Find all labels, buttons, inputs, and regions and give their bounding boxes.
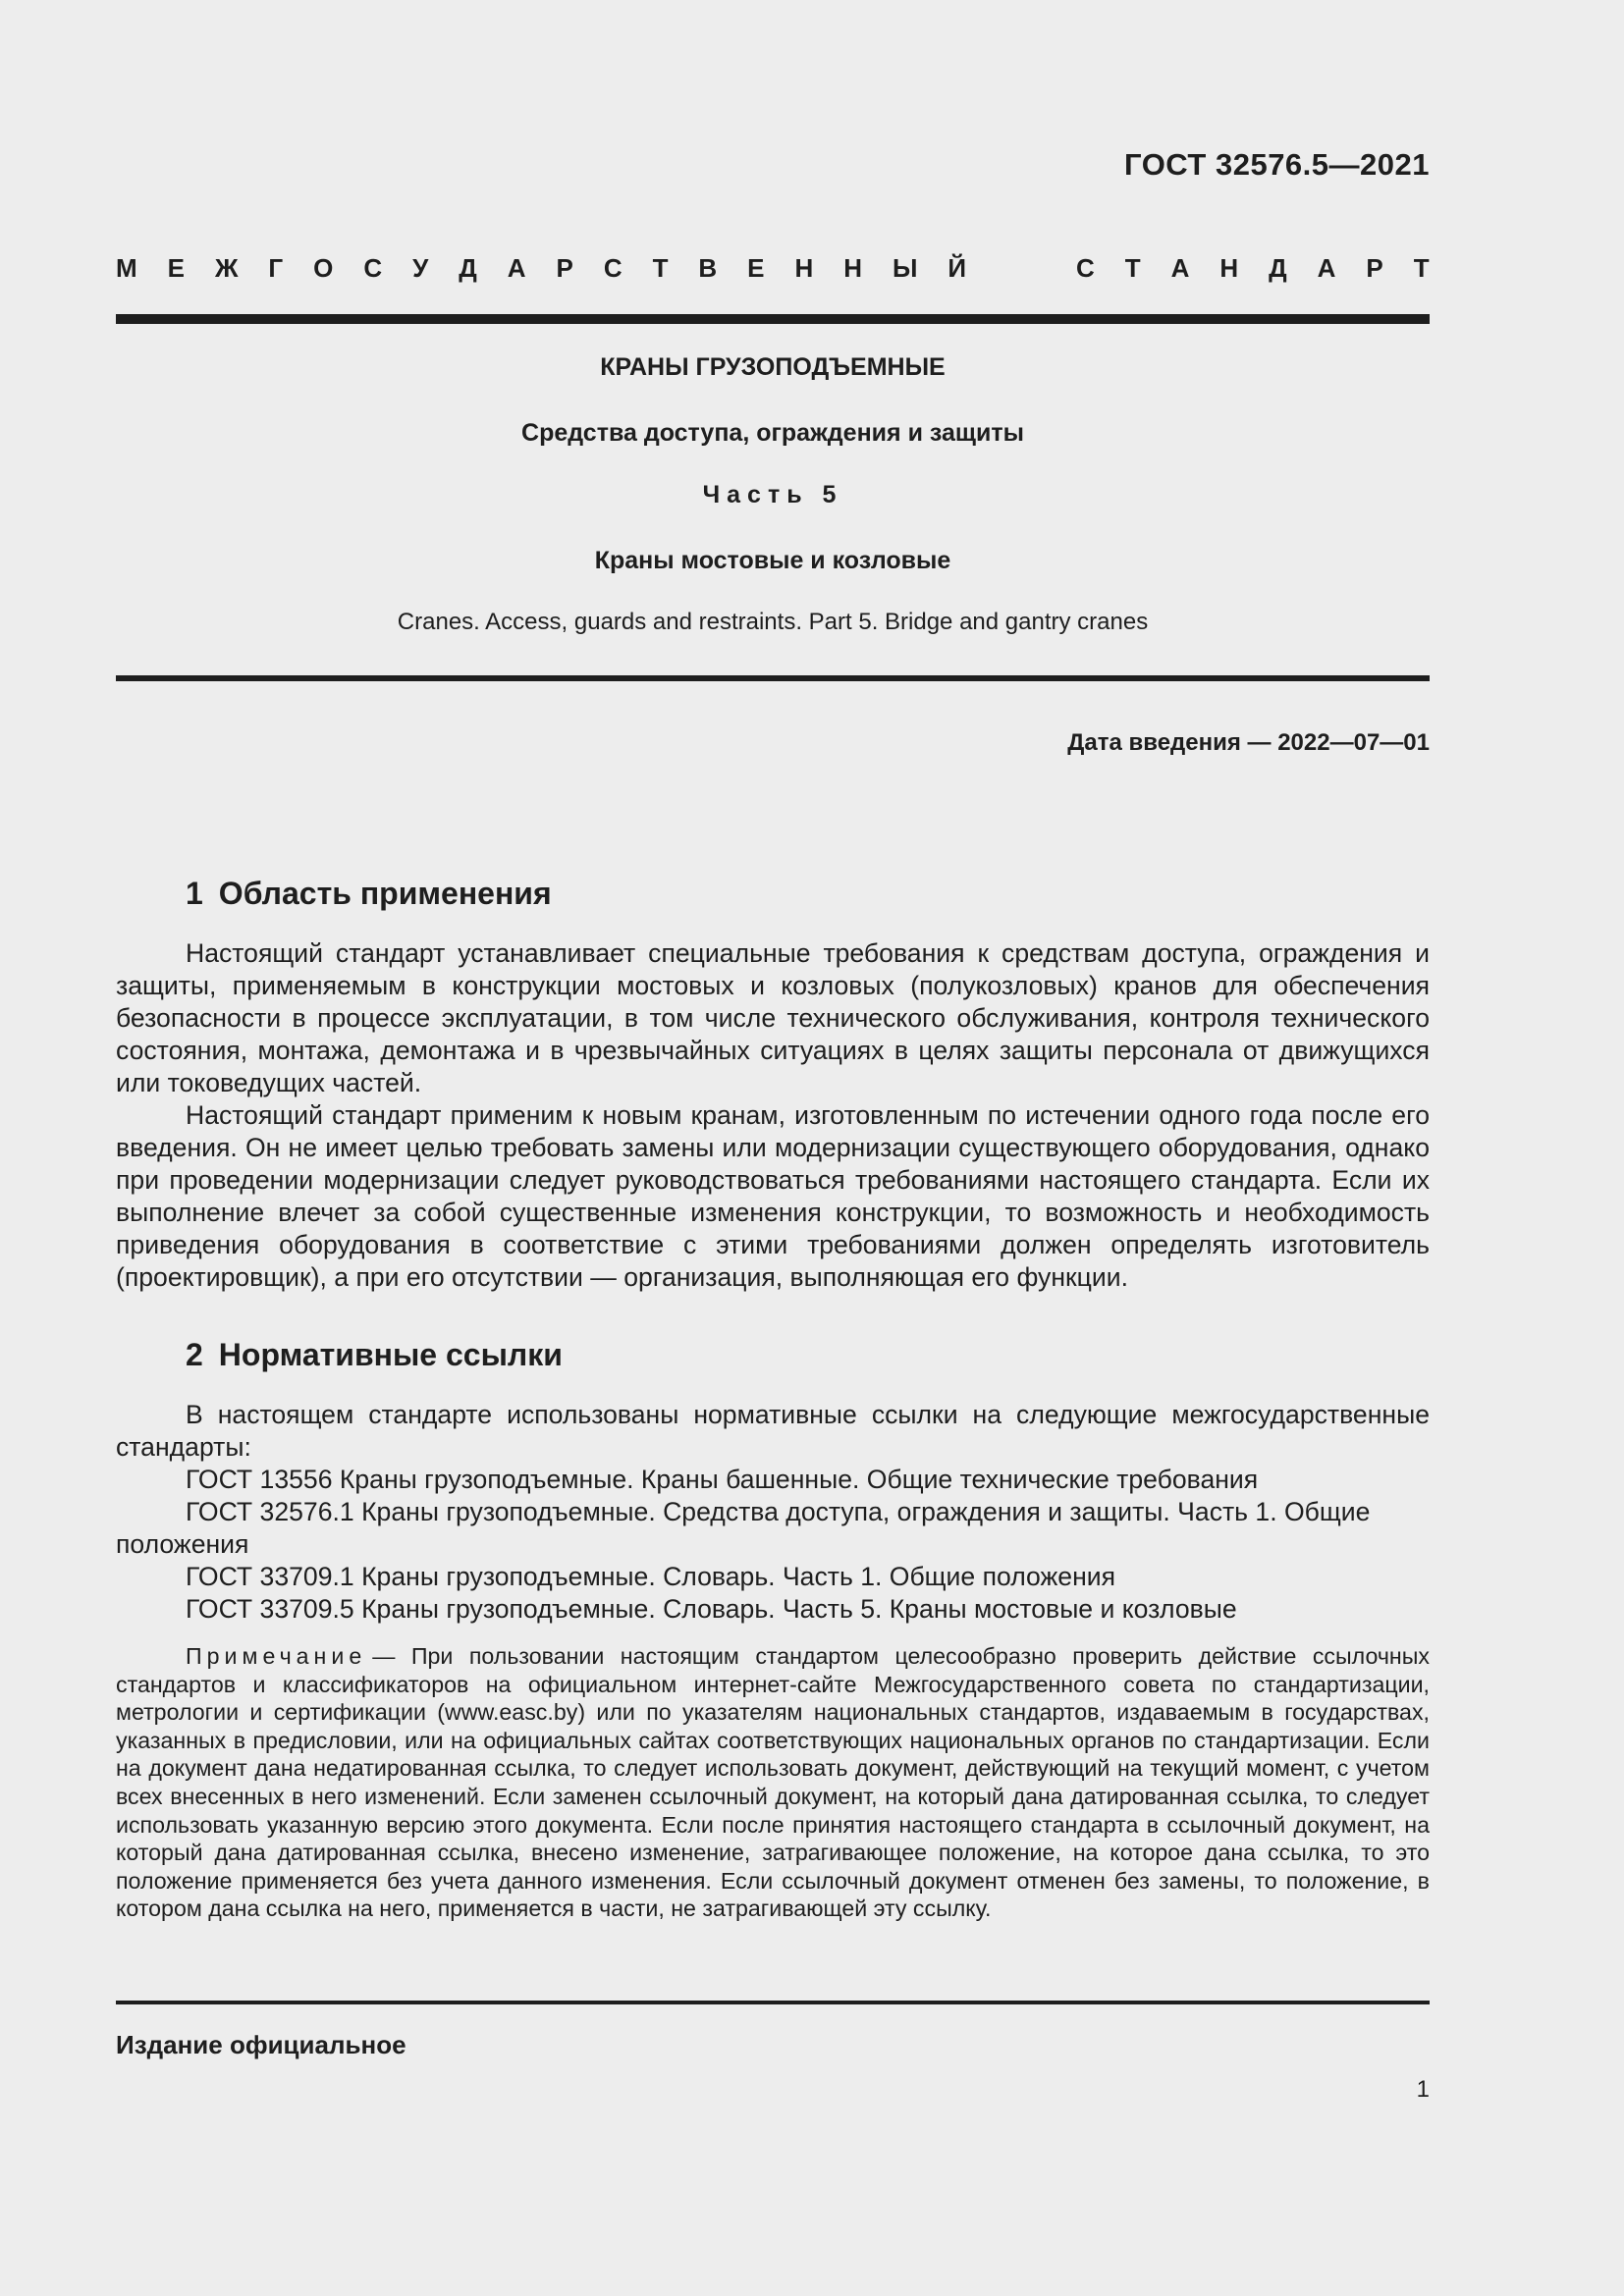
standard-type-letter: У: [412, 253, 429, 283]
standard-type-letter: Ы: [892, 253, 918, 283]
standard-word-letter: Т: [1413, 253, 1430, 283]
note: [116, 1642, 1430, 1923]
standard-word-letter: Н: [1219, 253, 1239, 283]
document-code: ГОСТ 32576.5—2021: [1124, 147, 1430, 182]
document-title: КРАНЫ ГРУЗОПОДЪЕМНЫЕ: [600, 353, 946, 381]
standard-type-letter: Ж: [214, 253, 239, 283]
part-title: Краны мостовые и козловые: [594, 547, 951, 574]
header-divider: [116, 314, 1430, 324]
document-page: [116, 0, 1430, 2296]
standard-type-letter: Е: [167, 253, 185, 283]
reference-item: ГОСТ 33709.5 Краны грузоподъемные. Словарь. Часть 5. Краны мостовые и козловые: [186, 1594, 1237, 1624]
introduction-date: Дата введения — 2022—07—01: [1067, 729, 1430, 756]
standard-type-letter: А: [507, 253, 526, 283]
standard-type-letter: В: [698, 253, 718, 283]
standard-word-letter: А: [1317, 253, 1336, 283]
standard-type-heading: [116, 253, 1430, 284]
standard-type-letter: Г: [268, 253, 284, 283]
footer-divider: [116, 2001, 1430, 2004]
standard-type-letter: Н: [794, 253, 814, 283]
section-1-heading: [186, 876, 552, 912]
standard-word-letter: С: [1076, 253, 1095, 283]
reference-item: ГОСТ 32576.1 Краны грузоподъемные. Средства доступа, ограждения и защиты. Часть 1. Общие положения: [116, 1497, 1371, 1559]
section-1-body: [116, 937, 1430, 1294]
section-title: Область применения: [218, 876, 552, 911]
section-title: Нормативные ссылки: [218, 1337, 563, 1372]
english-title: Cranes. Access, guards and restraints. Part 5. Bridge and gantry cranes: [397, 609, 1149, 635]
section-2-body: [116, 1399, 1430, 1626]
reference-item: ГОСТ 33709.1 Краны грузоподъемные. Словарь. Часть 1. Общие положения: [186, 1562, 1116, 1591]
part-label: Часть 5: [702, 481, 843, 508]
note-label: Примечание: [186, 1643, 367, 1669]
standard-type-letter: Д: [459, 253, 477, 283]
standard-word-letter: Т: [1124, 253, 1141, 283]
title-divider: [116, 675, 1430, 681]
word-gap: [997, 253, 1046, 284]
paragraph: Настоящий стандарт устанавливает специальные требования к средствам доступа, ограждения и защиты, применяемым в конструкции мостовых и козловых (полукозловых) кранов для обеспечения безопасности в процессе эксплуатации, в том числе технического обслуживания, контроля технического состояния, монтажа, демонтажа и в чрезвычайных ситуациях в целях защиты персонала от движущихся или токоведущих частей.: [116, 938, 1430, 1097]
standard-type-letter: Р: [556, 253, 573, 283]
section-number: 1: [186, 876, 203, 911]
note-text: — При пользовании настоящим стандартом целесообразно проверить действие ссылочных стандартов и классификаторов на официальном интернет-сайте Межгосударственного совета по стандартизации, метрологии и сертификации (www.easc.by) или по указателям национальных стандартов, издаваемым в государствах, указанных в предисловии, или на официальных сайтах соответствующих национальных органов по стандартизации. Если на документ дана недатированная ссылка, то следует использовать документ, действующий на текущий момент, с учетом всех внесенных в него изменений. Если заменен ссылочный документ, на который дана датированная ссылка, то следует использовать указанную версию этого документа. Если после принятия настоящего стандарта в ссылочный документ, на который дана датированная ссылка, внесено изменение, затрагивающее положение, на которое дана ссылка, то это положение применяется без учета данного изменения. Если ссылочный документ отменен без замены, то положение, в котором дана ссылка на него, применяется в части, не затрагивающей эту ссылку.: [116, 1643, 1430, 1922]
standard-type-letter: М: [116, 253, 137, 283]
standard-word-letter: Д: [1269, 253, 1287, 283]
reference-item: ГОСТ 13556 Краны грузоподъемные. Краны башенные. Общие технические требования: [186, 1465, 1259, 1494]
edition-label: Издание официальное: [116, 2030, 406, 2059]
standard-type-letter: С: [603, 253, 623, 283]
standard-type-letter: О: [313, 253, 334, 283]
standard-type-letter: Н: [843, 253, 863, 283]
standard-type-letter: С: [363, 253, 383, 283]
paragraph: В настоящем стандарте использованы нормативные ссылки на следующие межгосударственные стандарты:: [116, 1400, 1430, 1462]
page-number: 1: [1416, 2076, 1430, 2103]
standard-type-letter: Т: [652, 253, 669, 283]
document-subtitle: Средства доступа, ограждения и защиты: [521, 419, 1024, 447]
paragraph: Настоящий стандарт применим к новым кранам, изготовленным по истечении одного года после его введения. Он не имеет целью требовать замены или модернизации существующего оборудования, однако при проведении модернизации следует руководствоваться требованиями настоящего стандарта. Если их выполнение влечет за собой существенные изменения конструкции, то возможность и необходимость приведения оборудования в соответствие с этими требованиями должен определять изготовитель (проектировщик), а при его отсутствии — организация, выполняющая его функции.: [116, 1100, 1430, 1292]
section-number: 2: [186, 1337, 203, 1372]
standard-type-letter: Е: [747, 253, 765, 283]
standard-word-letter: Р: [1366, 253, 1383, 283]
section-2-heading: [186, 1337, 563, 1373]
standard-word-letter: А: [1170, 253, 1190, 283]
standard-type-letter: Й: [947, 253, 967, 283]
